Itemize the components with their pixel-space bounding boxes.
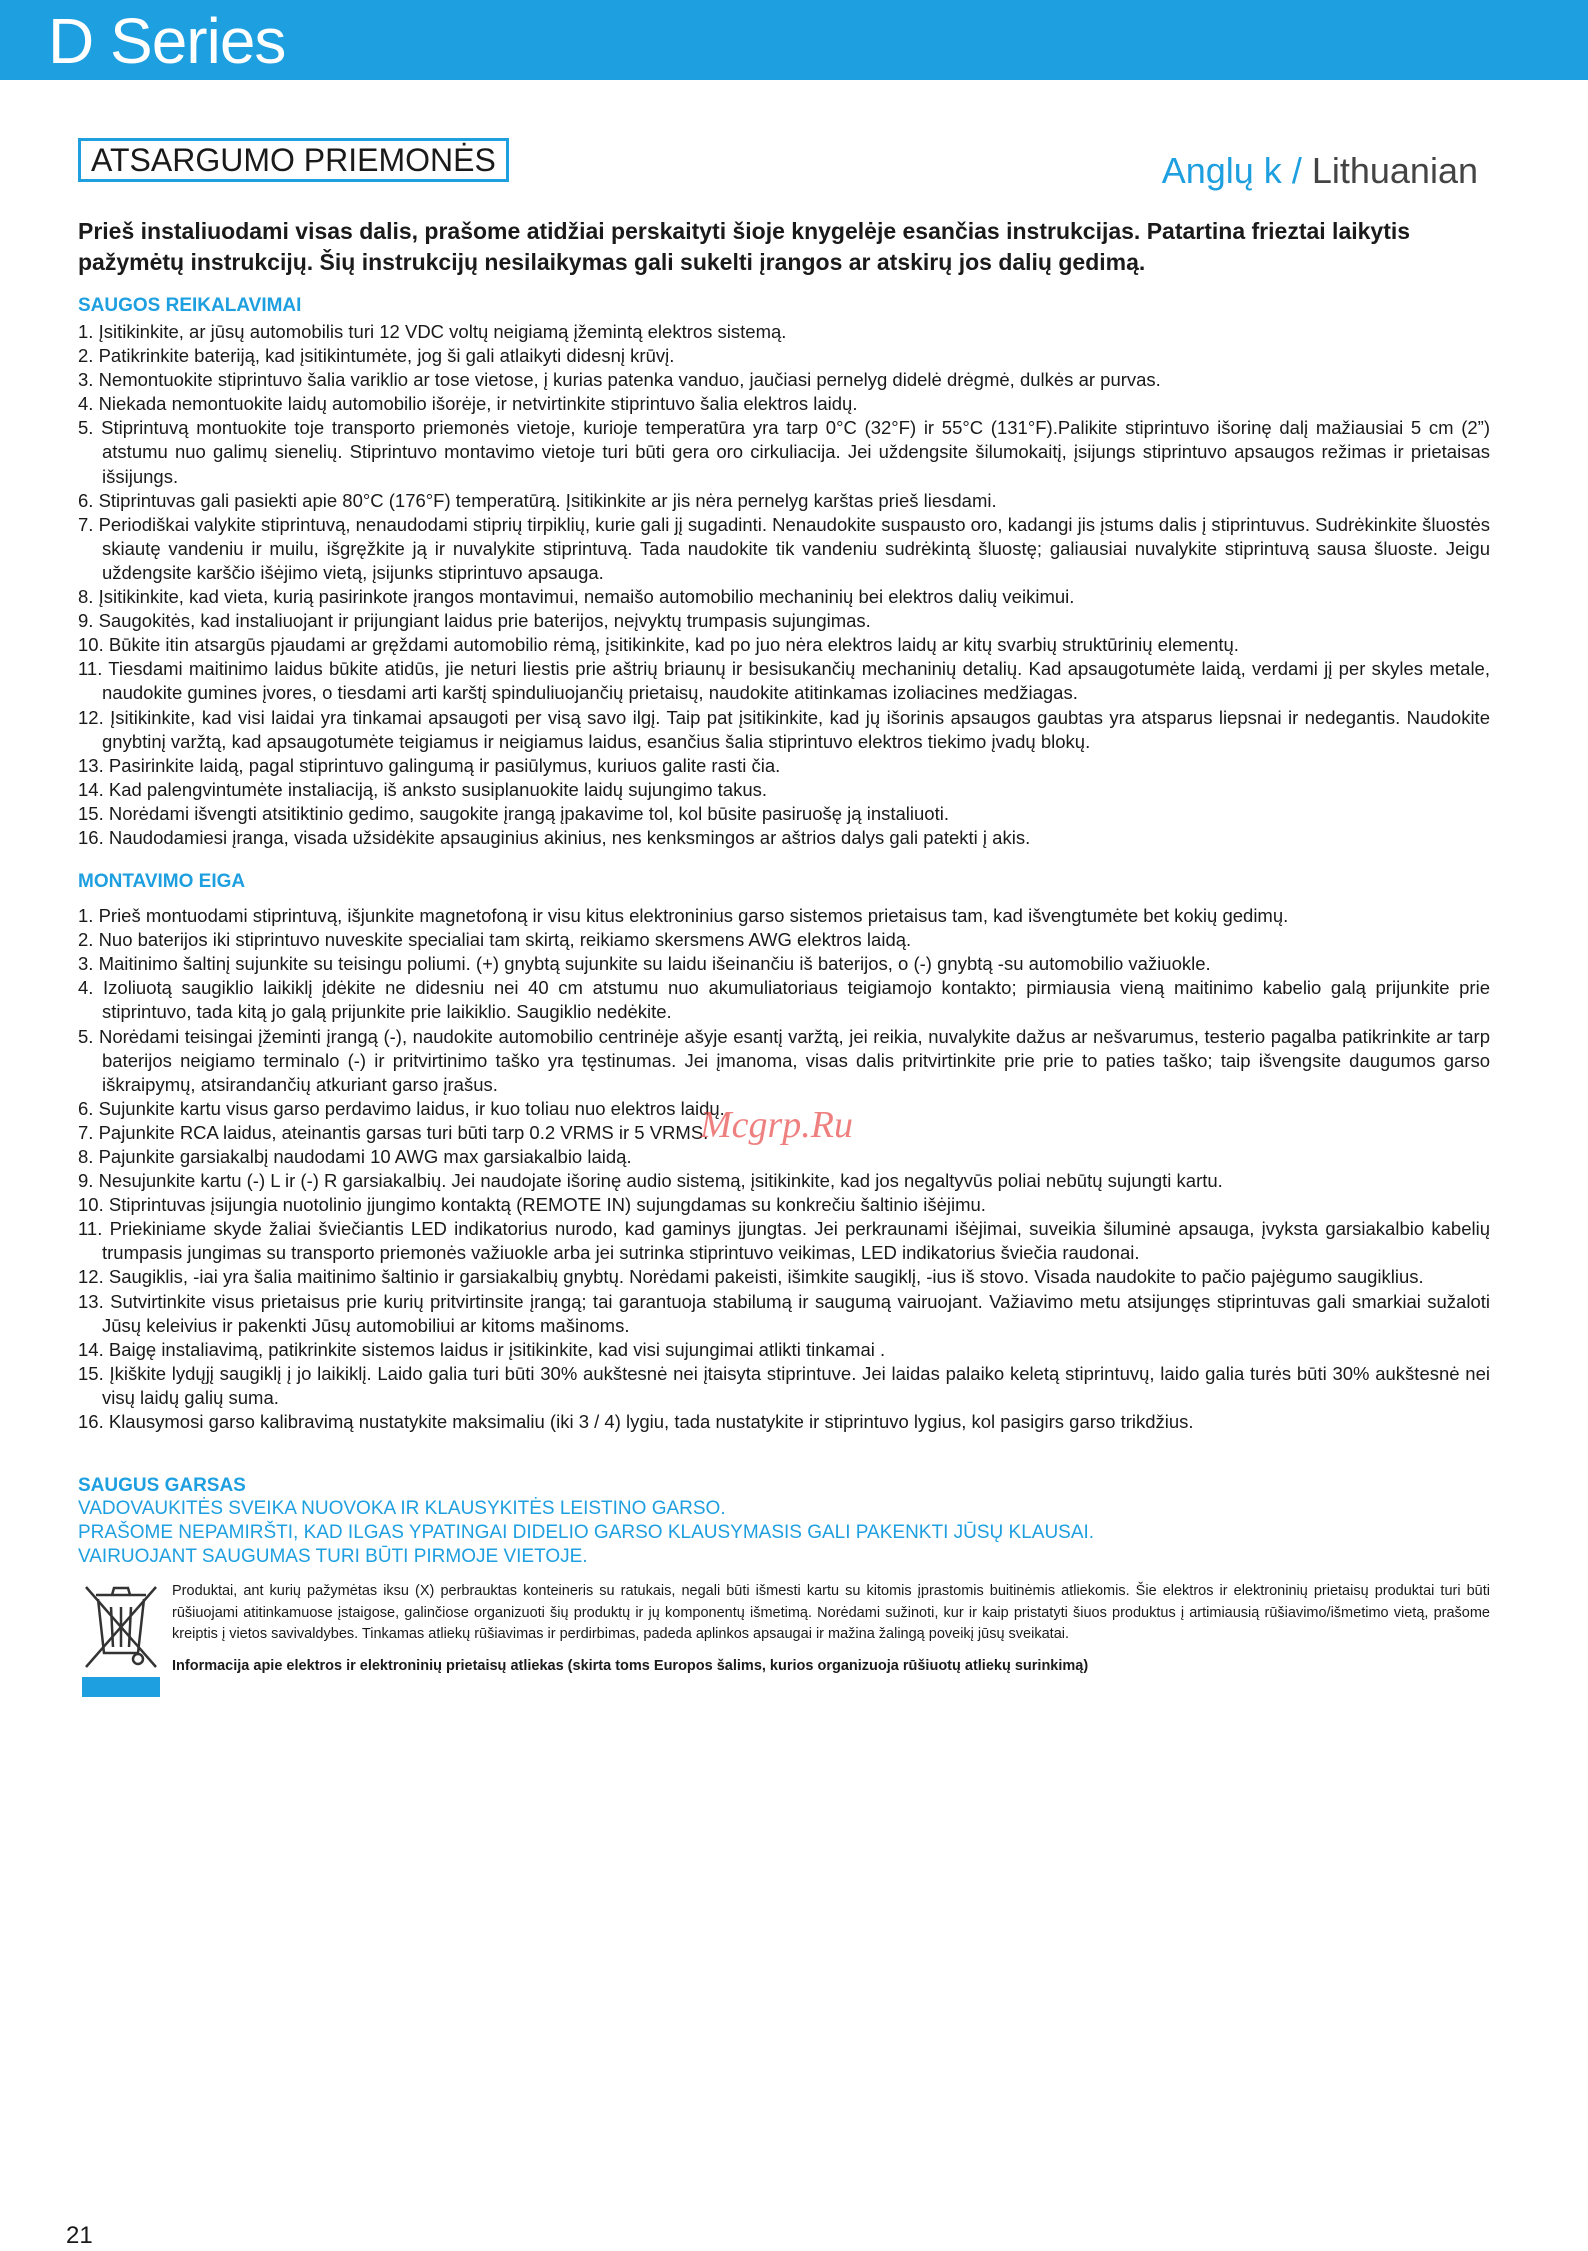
list-item: 15. Įkiškite lydųjį saugiklį į jo laikiklį. Laido galia turi būti 30% aukštesnė nei įtaisyta stiprintuve. Jei laidas palaiko keletą stiprintuvų, laido galia turės būti 30% aukštesnė nei visų laidų galių suma.	[78, 1362, 1490, 1408]
crossed-out-bin-icon	[78, 1581, 164, 1704]
language-native: Lithuanian	[1311, 150, 1478, 191]
list-item: 3. Nemontuokite stiprintuvo šalia variklio ar tose vietose, į kurias patenka vanduo, jaučiasi pernelyg didelė drėgmė, dulkės ar purvas.	[78, 369, 1161, 391]
list-item: 12. Įsitikinkite, kad visi laidai yra tinkamai apsaugoti per visą savo ilgį. Taip pat įsitikinkite, kad jų išorinis apsaugos gaubtas yra atsparus liepsnai ir nedegantis. Naudokite gnybtinį varžtą, kad apsaugotumėte teigiamus ir neigiamus laidus, esančius šalia stiprintuvo elektros tiekimo įvadų blokų.	[78, 706, 1490, 752]
installation-list	[78, 904, 1490, 1434]
list-item: 6. Sujunkite kartu visus garso perdavimo laidus, ir kuo toliau nuo elektros laidų.	[78, 1097, 725, 1119]
list-item: 12. Saugiklis, -iai yra šalia maitinimo šaltinio ir garsiakalbių gnybtų. Norėdami pakeisti, išimkite saugiklį, -ius iš stovo. Visada naudokite to pačio pajėgumo saugiklius.	[78, 1266, 1424, 1288]
list-item: 11. Priekiniame skyde žaliai šviečiantis LED indikatorius nurodo, kad gaminys įjungtas. Jei perkraunami išėjimai, suveikia šiluminė apsauga, įvyksta garsiakalbio kabelių trumpasis jungimas su transporto priemonės važiuokle arba jei sutrinka stiprintuvo veikimas, LED indikatorius šviečia raudonai.	[78, 1218, 1490, 1264]
safety-heading: SAUGOS REIKALAVIMAI	[78, 295, 302, 316]
weee-paragraph: Produktai, ant kurių pažymėtas iksu (X) perbrauktas konteineris su ratukais, negali būti išmesti kartu su kitomis įprastomis buitinėmis atliekomis. Šie elektros ir elektroninių prietaisų produktai turi būti rūšiuojami atitinkamuose įstaigose, galinčiose organizuoti šių produktų ir jų komponentų išmetimą. Norėdami sužinoti, kur ir kaip pristatyti šiuos produktus į artimiausią rūšiavimo/išmetimo vietą, prašome kreiptis į vietos savivaldybes. Tinkamas atliekų rūšiavimas ir perdirbimas, padeda aplinkos apsaugai ir mažina žalingą poveikį jūsų sveikatai.	[172, 1583, 1490, 1643]
weee-text-block	[172, 1581, 1490, 1704]
intro-paragraph: Prieš instaliuodami visas dalis, prašome atidžiai perskaityti šioje knygelėje esančias instrukcijas. Patartina frieztai laikytis pažymėtų instrukcijų. Šių instrukcijų nesilaikymas gali sukelti įrangos ar atskirų jos dalių gedimą.	[78, 218, 1411, 275]
series-title: D Series	[48, 5, 286, 77]
list-item: 4. Niekada nemontuokite laidų automobilio išorėje, ir netvirtinkite stiprintuvo šalia elektros laidų.	[78, 393, 858, 415]
list-item: 7. Periodiškai valykite stiprintuvą, nenaudodami stiprių tirpiklių, kurie gali jį sugadinti. Nenaudokite suspausto oro, kadangi jis įstums dalis į stiprintuvus. Sudrėkinkite šluostės skiautę vandeniu ir muilu, išgręžkite ją ir nuvalykite stiprintuvą. Tada naudokite tik vandeniu sudrėkintą šluostę; galiausiai nuvalykite stiprintuvą sausa šluoste. Jeigu uždengsite karščio išėjimo vietą, įsijunks stiprintuvo apsauga.	[78, 513, 1490, 583]
safe-sound-line: PRAŠOME NEPAMIRŠTI, KAD ILGAS YPATINGAI DIDELIO GARSO KLAUSYMASIS GALI PAKENKTI JŪSŲ KLAUSAI.	[78, 1522, 1095, 1544]
list-item: 2. Nuo baterijos iki stiprintuvo nuveskite specialiai tam skirtą, reikiamo skersmens AWG elektros laidą.	[78, 929, 912, 951]
watermark: Mcgrp.Ru	[700, 1104, 854, 1146]
safe-sound-line: VAIRUOJANT SAUGUMAS TURI BŪTI PIRMOJE VIETOJE.	[78, 1546, 588, 1568]
language-label	[1162, 150, 1478, 192]
weee-notice	[78, 1581, 1490, 1704]
list-item: 9. Nesujunkite kartu (-) L ir (-) R garsiakalbių. Jei naudojate išorinę audio sistemą, įsitikinkite, kad jos negaltyvūs poliai nebūtų sujungti kartu.	[78, 1170, 1223, 1192]
list-item: 1. Įsitikinkite, ar jūsų automobilis turi 12 VDC voltų neigiamą įžemintą elektros sistemą.	[78, 321, 787, 342]
list-item: 4. Izoliuotą saugiklio laikiklį įdėkite ne didesniu nei 40 cm atstumu nuo akumuliatoriaus teigiamojo kontakto; pirmiausia vieną maitinimo kabelio galą prijunkite prie stiprintuvo, tada kitą jo galą prijunkite prie laikiklio. Saugiklio nedėkite.	[78, 977, 1490, 1023]
list-item: 9. Saugokitės, kad instaliuojant ir prijungiant laidus prie baterijos, neįvyktų trumpasis sujungimas.	[78, 610, 871, 632]
list-item: 7. Pajunkite RCA laidus, ateinantis garsas turi būti tarp 0.2 VRMS ir 5 VRMS.	[78, 1121, 709, 1143]
list-item: 13. Pasirinkite laidą, pagal stiprintuvo galingumą ir pasiūlymus, kuriuos galite rasti čia.	[78, 754, 781, 776]
list-item: 3. Maitinimo šaltinį sujunkite su teisingu poliumi. (+) gnybtą sujunkite su laidu išeinančiu iš baterijos, o (-) gnybtą -su automobilio važiuokle.	[78, 953, 1211, 975]
list-item: 2. Patikrinkite bateriją, kad įsitikintumėte, jog ši gali atlaikyti didesnį krūvį.	[78, 345, 675, 367]
list-item: 10. Stiprintuvas įsijungia nuotolinio įjungimo kontaktą (REMOTE IN) sujungdamas su konkrečiu šaltinio išėjimu.	[78, 1194, 986, 1216]
section-title: ATSARGUMO PRIEMONĖS	[78, 138, 509, 182]
document-body	[78, 216, 1490, 1704]
list-item: 16. Naudodamiesi įranga, visada užsidėkite apsauginius akinius, nes kenksmingos ar aštrios dalys gali patekti į akis.	[78, 826, 1031, 848]
list-item: 16. Klausymosi garso kalibravimą nustatykite maksimaliu (iki 3 / 4) lygiu, tada nustatykite ir stiprintuvo lygius, kol pasigirs garso trikdžius.	[78, 1411, 1194, 1433]
language-english: Anglų k /	[1161, 150, 1302, 191]
list-item: 5. Norėdami teisingai įžeminti įrangą (-), naudokite automobilio centrinėje ašyje esantį varžtą, jei reikia, nuvalykite dažus ar nešvarumus, testerio pagalba patikrinkite ar tarp baterijos neigiamo terminalo (-) ir pritvirtinimo taško yra tęstinumas. Jei įmanoma, visas dalis pritvirtinkite prie prie to paties taško; taip išvengsite daugumos garso iškraipymų, atsirandančių atkuriant garso įrašus.	[78, 1025, 1490, 1095]
list-item: 11. Tiesdami maitinimo laidus būkite atidūs, jie neturi liestis prie aštrių briaunų ir besisukančių mechaninių detalių. Kad apsaugotumėte laidą, verdami jį per skyles metale, naudokite gumines įvores, o tiesdami arti karštį spinduliuojančių prietaisų, naudokite atitinkamas izoliacines medžiagas.	[78, 658, 1490, 704]
safe-sound-line: VADOVAUKITĖS SVEIKA NUOVOKA IR KLAUSYKITĖS LEISTINO GARSO.	[78, 1498, 726, 1520]
page-number: 21	[66, 2222, 93, 2249]
list-item: 5. Stiprintuvą montuokite toje transporto priemonės vietoje, kurioje temperatūra yra tarp 0°C (32°F) ir 55°C (131°F).Palikite stiprintuvo išorinę dalį mažiausiai 5 cm (2”) atstumu nuo galimų sienelių. Stiprintuvo montavimo vietoje turi būti gera oro cirkuliacija. Jei uždengsite šilumokaitį, įsijungs stiprintuvo apsaugos režimas ir prietaisas išsijungs.	[78, 417, 1490, 487]
list-item: 8. Įsitikinkite, kad vieta, kurią pasirinkote įrangos montavimui, nemaišo automobilio mechaninių bei elektros dalių veikimui.	[78, 586, 1075, 608]
safety-list	[78, 320, 1490, 850]
list-item: 10. Būkite itin atsargūs pjaudami ar gręždami automobilio rėmą, įsitikinkite, kad po juo nėra elektros laidų ar kitų svarbių struktūrinių elementų.	[78, 634, 1239, 656]
weee-bold-note: Informacija apie elektros ir elektroninių prietaisų atliekas (skirta toms Europos šalims, kurios organizuoja rūšiuotų atliekų surinkimą)	[172, 1657, 1089, 1674]
list-item: 1. Prieš montuodami stiprintuvą, išjunkite magnetofoną ir visu kitus elektroninius garso sistemos prietaisus tam, kad išvengtumėte bet kokių gedimų.	[78, 905, 1289, 927]
list-item: 13. Sutvirtinkite visus prietaisus prie kurių pritvirtinsite įrangą; tai garantuoja stabilumą ir saugumą vairuojant. Važiavimo metu atsijungęs stiprintuvas gali smarkiai sužaloti Jūsų keleivius ir pakenkti Jūsų automobiliui ar kitoms mašinoms.	[78, 1290, 1490, 1336]
list-item: 14. Kad palengvintumėte instaliaciją, iš anksto susiplanuokite laidų sujungimo takus.	[78, 778, 768, 800]
header-bar	[0, 0, 1588, 80]
list-item: 15. Norėdami išvengti atsitiktinio gedimo, saugokite įrangą įpakavime tol, kol būsite pasiruošę ją instaliuoti.	[78, 802, 949, 824]
safe-sound-heading: SAUGUS GARSAS	[78, 1475, 246, 1497]
list-item: 6. Stiprintuvas gali pasiekti apie 80°C (176°F) temperatūrą. Įsitikinkite ar jis nėra pernelyg karštas prieš liesdami.	[78, 489, 997, 511]
list-item: 8. Pajunkite garsiakalbį naudodami 10 AWG max garsiakalbio laidą.	[78, 1146, 632, 1167]
list-item: 14. Baigę instaliavimą, patikrinkite sistemos laidus ir įsitikinkite, kad visi sujungimai atlikti tinkamai .	[78, 1338, 886, 1360]
installation-heading: MONTAVIMO EIGA	[78, 871, 246, 893]
